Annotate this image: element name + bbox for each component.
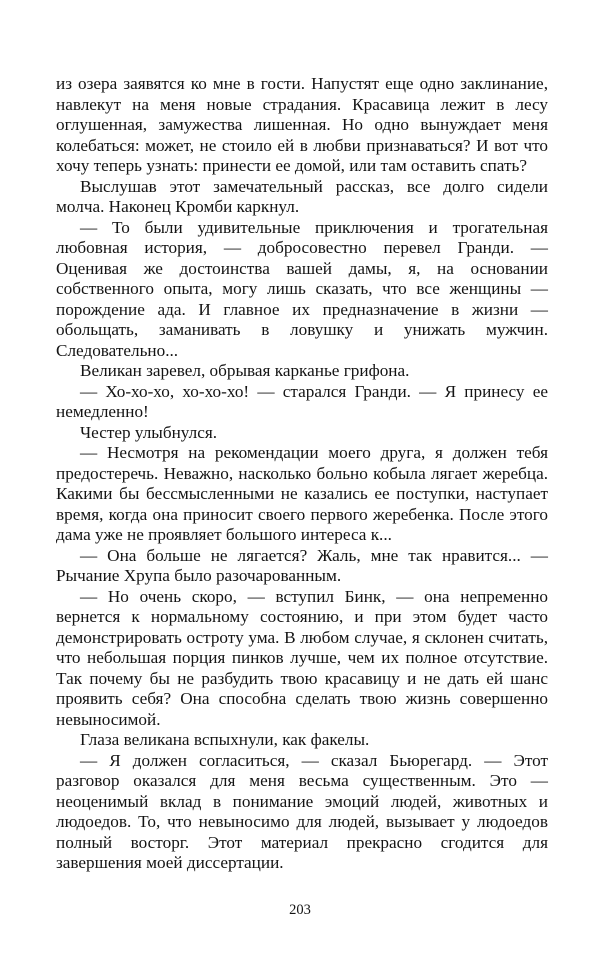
paragraph: Великан заревел, обрывая карканье грифона. xyxy=(80,361,410,380)
paragraph: Глаза великана вспыхнули, как факелы. xyxy=(80,730,370,749)
paragraph: — Но очень скоро, — вступил Бинк, — она непременно вернется к нормальному состоянию, и при этом будет часто демонстрировать остроту ума. В любом случае, я склонен считать, что небольшая порция пинков лучше, чем их полное отсутствие. Так почему бы не разбудить твою красавицу и не дать ей шанс проявить себя? Она способна сделать твою жизнь совершенно невыносимой. xyxy=(56,586,548,729)
text-column xyxy=(56,74,548,874)
paragraph: — Я должен согласиться, — сказал Бьюрегард. — Этот разговор оказался для меня весьма существенным. Это — неоценимый вклад в понимание эмоций людей, животных и людоедов. То, что невыносимо для людей, вызывает у людоедов полный восторг. Этот материал прекрасно сгодится для завершения моей диссертации. xyxy=(56,750,548,872)
paragraph: — Она больше не лягается? Жаль, мне так нравится... — Рычание Хрупа было разочарованным. xyxy=(56,545,548,585)
paragraph: — Хо-хо-хо, хо-хо-хо! — старался Гранди. — Я принесу ее немедленно! xyxy=(56,381,548,421)
paragraph: Выслушав этот замечательный рассказ, все долго сидели молча. Наконец Кромби каркнул. xyxy=(56,176,548,216)
paragraph: — То были удивительные приключения и трогательная любовная история, — добросовестно перевел Гранди. — Оценивая же достоинства вашей дамы, я, на основании собственного опыта, могу лишь сказать, что все женщины — порождение ада. И главное их предназначение в жизни — обольщать, заманивать в ловушку и унижать мужчин. Следовательно... xyxy=(56,217,548,360)
paragraph: — Несмотря на рекомендации моего друга, я должен тебя предостеречь. Неважно, насколько больно кобыла лягает жеребца. Какими бы бессмысленными не казались ее поступки, наступает время, когда она приносит своего первого жеребенка. После этого дама уже не проявляет большого интереса к... xyxy=(56,443,548,544)
paragraph: из озера заявятся ко мне в гости. Напустят еще одно заклинание, навлекут на меня новые страдания. Красавица лежит в лесу оглушенная, замужества лишенная. Но одно вынуждает меня колебаться: может, не стоило ей в любви признаваться? И вот что хочу теперь узнать: принести ее домой, или там оставить спать? xyxy=(56,74,548,175)
paragraph: Честер улыбнулся. xyxy=(80,422,218,442)
page-number: 203 xyxy=(289,902,311,918)
